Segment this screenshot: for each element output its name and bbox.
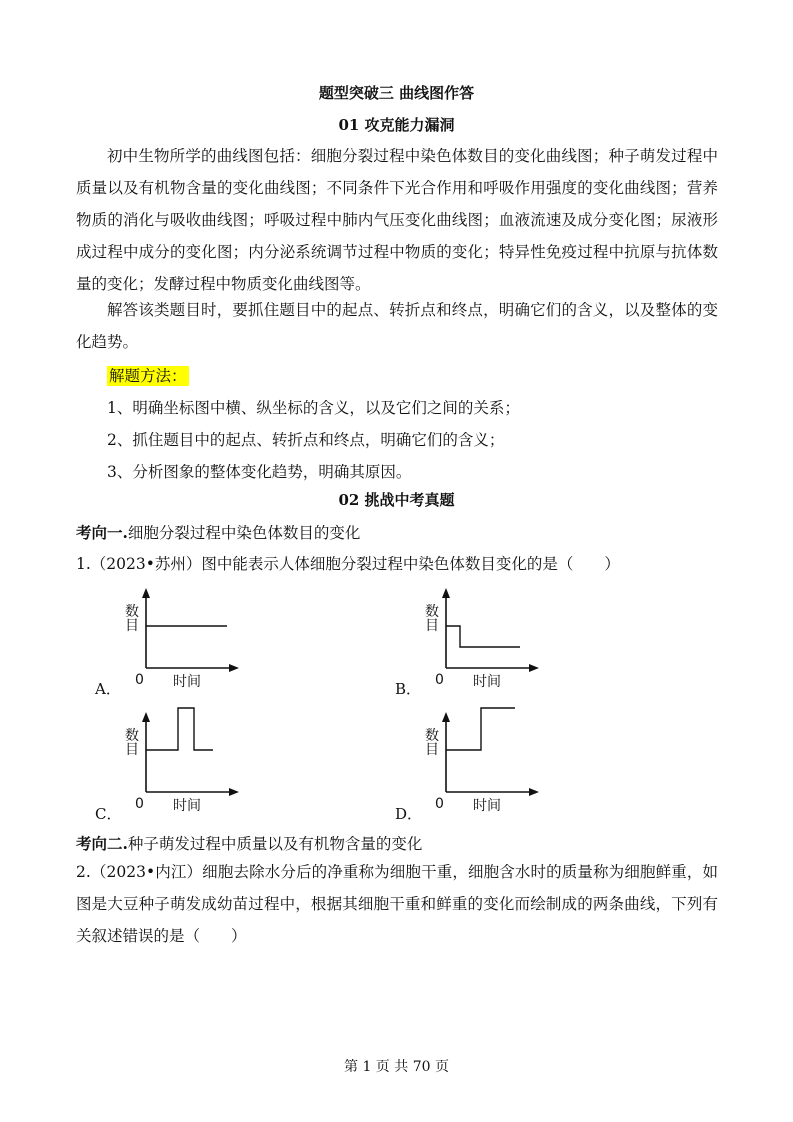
y-label-char-2: 目 <box>425 618 439 634</box>
direction-1 <box>76 521 360 543</box>
x-axis-arrow <box>229 788 239 796</box>
y-axis-arrow <box>442 588 450 598</box>
y-axis-arrow <box>142 588 150 598</box>
direction-2-label: 考向二. <box>76 834 128 853</box>
method-label-highlight: 解题方法： <box>109 367 187 385</box>
y-label-char-2: 目 <box>125 742 139 758</box>
direction-2-text: 种子萌发过程中质量以及有机物含量的变化 <box>127 835 423 853</box>
x-axis-arrow <box>529 788 539 796</box>
x-axis-arrow <box>529 664 539 672</box>
option-c-label[interactable]: C． <box>95 805 122 823</box>
option-a-label[interactable]: A． <box>95 680 121 698</box>
x-axis-arrow <box>229 664 239 672</box>
method-label <box>107 364 189 386</box>
page-footer: 第 1 页 共 70 页 <box>344 1059 449 1075</box>
data-curve <box>446 626 520 647</box>
direction-1-label: 考向一. <box>76 523 128 542</box>
option-d-graph <box>415 706 545 816</box>
option-b-graph <box>415 582 545 692</box>
answer-paragraph: 解答该类题目时，要抓住题目中的起点、转折点和终点，明确它们的含义，以及整体的变化趋势。 <box>76 301 718 351</box>
y-label-char-2: 目 <box>125 618 139 634</box>
option-c-graph <box>115 706 245 816</box>
section-heading-1: 01 攻克能力漏洞 <box>338 116 455 134</box>
direction-1-text: 细胞分裂过程中染色体数目的变化 <box>127 524 361 542</box>
option-b-label[interactable]: B． <box>395 680 422 698</box>
question-1: 1.（2023•苏州）图中能表示人体细胞分裂过程中染色体数目变化的是（ ） <box>76 555 620 573</box>
y-label-char-1: 数 <box>425 728 439 744</box>
origin-label: 0 <box>135 672 144 688</box>
method-item-3: 3、分析图象的整体变化趋势，明确其原因。 <box>107 463 412 481</box>
y-label-char-1: 数 <box>125 728 139 744</box>
method-item-2: 2、抓住题目中的起点、转折点和终点，明确它们的含义； <box>107 431 505 449</box>
x-axis-label: 时间 <box>473 798 501 814</box>
option-a-graph <box>115 582 245 692</box>
x-axis-label: 时间 <box>473 674 501 690</box>
option-d-label[interactable]: D． <box>395 805 423 823</box>
data-curve <box>146 708 213 750</box>
origin-label: 0 <box>135 796 144 812</box>
y-axis-arrow <box>142 712 150 722</box>
origin-label: 0 <box>435 672 444 688</box>
y-label-char-2: 目 <box>425 742 439 758</box>
origin-label: 0 <box>435 796 444 812</box>
direction-2 <box>76 832 422 854</box>
method-item-1: 1、明确坐标图中横、纵坐标的含义，以及它们之间的关系； <box>107 399 520 417</box>
data-curve <box>446 708 515 750</box>
y-label-char-1: 数 <box>425 604 439 620</box>
section-heading-2: 02 挑战中考真题 <box>338 491 455 509</box>
y-axis-arrow <box>442 712 450 722</box>
x-axis-label: 时间 <box>173 798 201 814</box>
y-label-char-1: 数 <box>125 604 139 620</box>
page-title: 题型突破三 曲线图作答 <box>318 84 475 102</box>
x-axis-label: 时间 <box>173 674 201 690</box>
question-2: 2.（2023•内江）细胞去除水分后的净重称为细胞干重，细胞含水时的质量称为细胞鲜重，如图是大豆种子萌发成幼苗过程中，根据其细胞干重和鲜重的变化而绘制成的两条曲线，下列有关叙述错误的是（ ） <box>76 863 718 945</box>
intro-paragraph: 初中生物所学的曲线图包括：细胞分裂过程中染色体数目的变化曲线图；种子萌发过程中质量以及有机物含量的变化曲线图；不同条件下光合作用和呼吸作用强度的变化曲线图；营养物质的消化与吸收曲线图；呼吸过程中肺内气压变化曲线图；血液流速及成分变化图；尿液形成过程中成分的变化图；内分泌系统调节过程中物质的变化；特异性免疫过程中抗原与抗体数量的变化；发酵过程中物质变化曲线图等。 <box>76 147 718 293</box>
